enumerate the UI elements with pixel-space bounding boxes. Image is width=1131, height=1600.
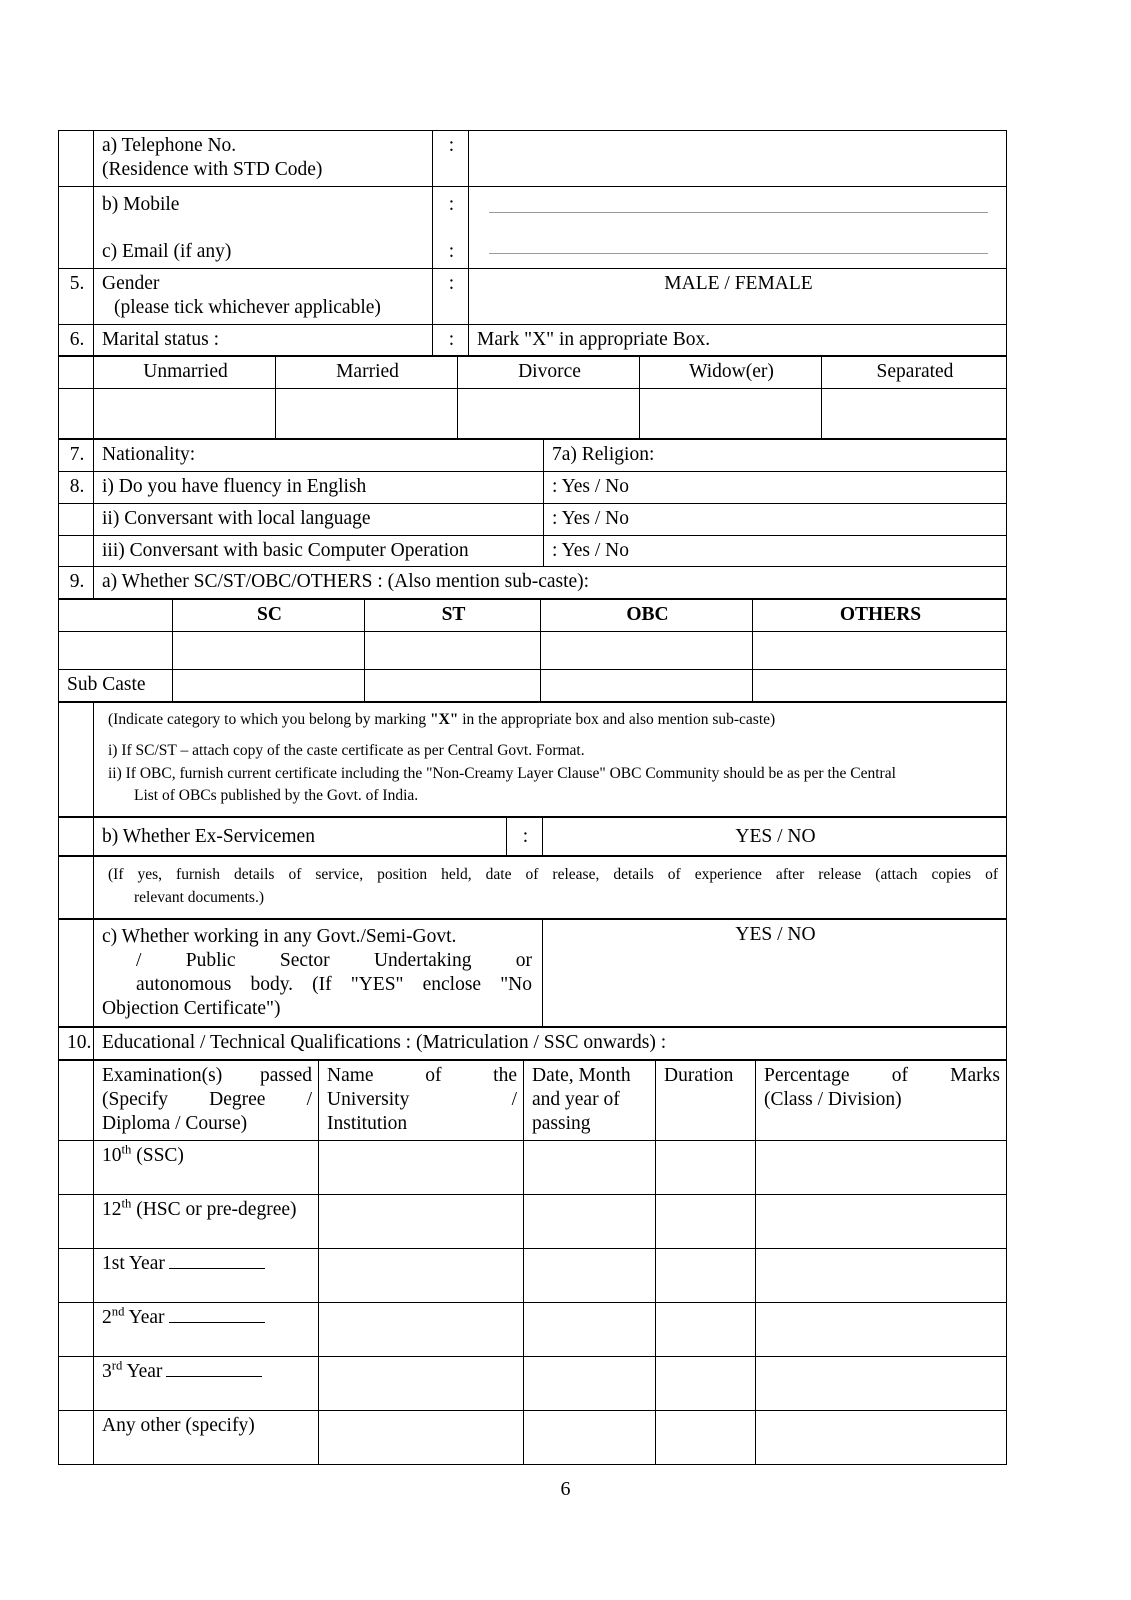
exam-name-prefix: 10: [102, 1144, 122, 1166]
nationality-field[interactable]: Nationality:: [94, 440, 544, 472]
education-university-cell[interactable]: [319, 1248, 524, 1302]
mobile-email-colon-cell: [433, 186, 469, 269]
category-heading: a) Whether SC/ST/OBC/OTHERS : (Also mention sub-caste):: [94, 567, 1007, 599]
telephone-label-line1: a) Telephone No.: [102, 135, 237, 156]
education-header-examination: [94, 1061, 319, 1140]
marital-options-header-row: [59, 357, 1007, 389]
ex-servicemen-value[interactable]: YES / NO: [543, 817, 1007, 856]
sub-caste-row: [59, 669, 1007, 701]
category-mark-others[interactable]: [753, 631, 1007, 669]
exam-name-sup: rd: [111, 1358, 123, 1373]
telephone-label-cell: [94, 131, 433, 187]
exam-name-sup: th: [121, 1196, 132, 1211]
education-header-row: [59, 1061, 1007, 1140]
education-exam-cell[interactable]: [94, 1248, 319, 1302]
exam-name-suffix: (SSC): [131, 1144, 184, 1166]
education-percentage-cell[interactable]: [756, 1410, 1007, 1464]
telephone-label-line2: (Residence with STD Code): [102, 158, 323, 180]
marital-answer-unmarried[interactable]: [94, 389, 276, 439]
exam-blank-line[interactable]: [169, 1254, 265, 1269]
ex-servicemen-number-blank: [59, 817, 94, 856]
education-date-cell[interactable]: [524, 1356, 656, 1410]
education-duration-cell[interactable]: [656, 1356, 756, 1410]
category-mark-row: [59, 631, 1007, 669]
mobile-label: b) Mobile: [102, 193, 180, 215]
mobile-email-value-cell: [469, 186, 1007, 269]
education-percentage-cell[interactable]: [756, 1140, 1007, 1194]
education-row-number-blank: [59, 1140, 94, 1194]
language-row-english: [59, 472, 1007, 504]
email-label: c) Email (if any): [102, 241, 232, 263]
category-mark-obc[interactable]: [541, 631, 753, 669]
row-number-blank: [59, 535, 94, 567]
note-intro-mark: "X": [429, 710, 459, 728]
category-header-st: ST: [365, 600, 541, 632]
ex-servicemen-colon: :: [507, 817, 543, 856]
education-exam-cell[interactable]: [94, 1140, 319, 1194]
category-notes-table: [58, 702, 1007, 817]
page-number: 6: [560, 1478, 571, 1500]
gender-row: [59, 269, 1007, 325]
email-write-line[interactable]: [489, 253, 988, 254]
category-note-row: [59, 702, 1007, 816]
sub-caste-value-obc[interactable]: [541, 669, 753, 701]
education-row-number-blank: [59, 1410, 94, 1464]
telephone-value-field[interactable]: [469, 131, 1007, 187]
marital-option-unmarried: Unmarried: [94, 357, 276, 389]
education-date-cell[interactable]: [524, 1248, 656, 1302]
category-header-blank: [59, 600, 173, 632]
nationality-row-number: 7.: [59, 440, 94, 472]
sub-caste-value-sc[interactable]: [173, 669, 365, 701]
education-header-date: [524, 1061, 656, 1140]
marital-options-number-blank: [59, 357, 94, 389]
gender-label-line1: Gender: [102, 273, 160, 295]
category-note-intro: [108, 709, 998, 731]
mobile-colon: :: [448, 193, 455, 215]
ex-servicemen-note-table: [58, 856, 1007, 919]
marital-instruction: Mark "X" in appropriate Box.: [469, 324, 1007, 356]
education-duration-cell[interactable]: [656, 1248, 756, 1302]
exam-name-suffix: Year: [124, 1306, 165, 1328]
education-row-year1: [59, 1248, 1007, 1302]
application-form-page: [58, 130, 1006, 1465]
language-value-english[interactable]: : Yes / No: [544, 472, 1007, 504]
education-row-number-blank: [59, 1302, 94, 1356]
exam-name-prefix: 12: [102, 1198, 122, 1220]
sub-caste-value-st[interactable]: [365, 669, 541, 701]
telephone-colon: :: [433, 131, 469, 187]
education-header-duration: Duration: [656, 1061, 756, 1140]
row-number-blank: [59, 503, 94, 535]
govt-service-number-blank: [59, 920, 94, 1027]
category-header-obc: OBC: [541, 600, 753, 632]
university-header-line2: University /: [327, 1089, 517, 1110]
nationality-language-table: [58, 439, 1007, 599]
category-mark-blank: [59, 631, 173, 669]
education-heading-row: [59, 1028, 1007, 1060]
marital-answer-separated[interactable]: [822, 389, 1007, 439]
govt-service-line1: c) Whether working in any Govt./Semi-Govt.: [102, 926, 457, 948]
education-university-cell[interactable]: [319, 1140, 524, 1194]
gender-label-cell: [94, 269, 433, 325]
marital-status-row: [59, 324, 1007, 356]
percentage-header-line1: Percentage of Marks: [764, 1065, 1000, 1087]
language-label-computer: iii) Conversant with basic Computer Operation: [94, 535, 544, 567]
category-table: [58, 599, 1007, 702]
languages-row-number: 8.: [59, 472, 94, 504]
education-row-number-blank: [59, 1248, 94, 1302]
date-header-line2: and year of: [532, 1089, 620, 1110]
govt-service-table: [58, 919, 1007, 1027]
exam-blank-line[interactable]: [169, 1308, 265, 1323]
note-number-blank: [59, 857, 94, 919]
education-university-cell[interactable]: [319, 1356, 524, 1410]
category-note-cell: [94, 702, 1007, 816]
marital-colon: :: [433, 324, 469, 356]
education-date-cell[interactable]: [524, 1140, 656, 1194]
govt-service-label-cell: [94, 920, 543, 1027]
education-percentage-cell[interactable]: [756, 1356, 1007, 1410]
education-date-cell[interactable]: [524, 1194, 656, 1248]
exam-name-prefix: 3: [102, 1360, 112, 1382]
education-date-cell[interactable]: [524, 1302, 656, 1356]
exam-blank-line[interactable]: [166, 1362, 262, 1377]
category-header-others: OTHERS: [753, 600, 1007, 632]
email-colon: :: [448, 241, 455, 263]
university-header-line3: Institution: [327, 1112, 408, 1134]
category-mark-sc[interactable]: [173, 631, 365, 669]
education-duration-cell[interactable]: [656, 1140, 756, 1194]
education-row-ssc: [59, 1140, 1007, 1194]
marital-answer-divorce[interactable]: [458, 389, 640, 439]
education-header-percentage: [756, 1061, 1007, 1140]
govt-service-line4: Objection Certificate"): [102, 997, 281, 1019]
education-header-university: [319, 1061, 524, 1140]
marital-option-divorce: Divorce: [458, 357, 640, 389]
education-university-cell[interactable]: [319, 1302, 524, 1356]
marital-option-widower: Widow(er): [640, 357, 822, 389]
nationality-row: [59, 440, 1007, 472]
marital-answer-row: [59, 389, 1007, 439]
personal-details-table: [58, 130, 1007, 356]
category-mark-st[interactable]: [365, 631, 541, 669]
marital-row-number: 6.: [59, 324, 94, 356]
sub-caste-value-others[interactable]: [753, 669, 1007, 701]
education-exam-cell[interactable]: [94, 1410, 319, 1464]
gender-row-number: 5.: [59, 269, 94, 325]
ex-servicemen-row: [59, 817, 1007, 856]
language-label-local: ii) Conversant with local language: [94, 503, 544, 535]
education-duration-cell[interactable]: [656, 1194, 756, 1248]
gender-options[interactable]: MALE / FEMALE: [469, 269, 1007, 325]
gender-label-line2: (please tick whichever applicable): [114, 296, 381, 318]
marital-answer-number-blank: [59, 389, 94, 439]
category-note-ii-continued: List of OBCs published by the Govt. of India.: [134, 787, 419, 805]
education-percentage-cell[interactable]: [756, 1248, 1007, 1302]
education-row-year2: [59, 1302, 1007, 1356]
education-row-number-blank: [59, 1194, 94, 1248]
exam-name-suffix: Year: [124, 1252, 165, 1274]
education-percentage-cell[interactable]: [756, 1302, 1007, 1356]
language-row-computer: [59, 535, 1007, 567]
marital-label: Marital status :: [94, 324, 433, 356]
education-row-year3: [59, 1356, 1007, 1410]
note-spacer: [108, 731, 998, 740]
ex-servicemen-note-row: [59, 857, 1007, 919]
marital-answer-married[interactable]: [276, 389, 458, 439]
education-date-cell[interactable]: [524, 1410, 656, 1464]
category-note-i: i) If SC/ST – attach copy of the caste certificate as per Central Govt. Format.: [108, 742, 585, 760]
mobile-row: [59, 186, 1007, 269]
education-exam-cell[interactable]: [94, 1302, 319, 1356]
note-intro-part-b: in the appropriate box and also mention sub-caste): [458, 710, 776, 728]
exam-name-sup: th: [121, 1142, 132, 1157]
exam-name-prefix: 1st: [102, 1252, 125, 1274]
education-header-blank: [59, 1061, 94, 1140]
row-number-blank: [59, 186, 94, 269]
exam-name-suffix: Year: [122, 1360, 163, 1382]
date-header-line1: Date, Month: [532, 1065, 631, 1087]
category-header-sc: SC: [173, 600, 365, 632]
marital-options-table: [58, 356, 1007, 439]
mobile-email-label-cell: [94, 186, 433, 269]
category-header-row: [59, 600, 1007, 632]
education-row-any-other: [59, 1410, 1007, 1464]
language-row-local: [59, 503, 1007, 535]
education-duration-cell[interactable]: [656, 1410, 756, 1464]
exam-name-sup: nd: [111, 1304, 125, 1319]
ex-servicemen-note-cell: [94, 857, 1007, 919]
education-row-number-blank: [59, 1356, 94, 1410]
mobile-write-line[interactable]: [489, 212, 988, 213]
education-university-cell[interactable]: [319, 1194, 524, 1248]
language-value-local[interactable]: : Yes / No: [544, 503, 1007, 535]
govt-service-line2: / Public Sector Undertaking or: [136, 950, 532, 972]
language-label-english: i) Do you have fluency in English: [94, 472, 544, 504]
university-header-line1: Name of the: [327, 1065, 517, 1087]
category-note-ii: ii) If OBC, furnish current certificate including the "Non-Creamy Layer Clause" OBC Community should be as per the Central: [108, 764, 896, 782]
marital-answer-widower[interactable]: [640, 389, 822, 439]
exam-header-line3: Diploma / Course): [102, 1112, 248, 1134]
exam-header-line2: (Specify Degree /: [102, 1089, 312, 1110]
note-number-blank: [59, 702, 94, 816]
education-table: [58, 1060, 1007, 1464]
govt-service-value[interactable]: YES / NO: [543, 920, 1007, 1027]
ex-servicemen-label: b) Whether Ex-Servicemen: [94, 817, 507, 856]
education-exam-cell[interactable]: [94, 1194, 319, 1248]
education-row-number: 10.: [59, 1028, 94, 1060]
exam-header-line1: Examination(s) passed: [102, 1065, 312, 1087]
education-exam-cell[interactable]: [94, 1356, 319, 1410]
marital-option-married: Married: [276, 357, 458, 389]
govt-service-line3: autonomous body. (If "YES" enclose "No: [136, 973, 532, 995]
telephone-row: [59, 131, 1007, 187]
date-header-line3: passing: [532, 1112, 591, 1134]
gender-colon: :: [433, 269, 469, 325]
note-intro-part-a: (Indicate category to which you belong by marking: [108, 710, 430, 728]
education-row-hsc: [59, 1194, 1007, 1248]
religion-field[interactable]: 7a) Religion:: [544, 440, 1007, 472]
education-heading-table: [58, 1027, 1007, 1060]
category-heading-row: [59, 567, 1007, 599]
sub-caste-label: Sub Caste: [59, 669, 173, 701]
exam-name-prefix: Any other (specify): [102, 1414, 255, 1436]
exam-name-suffix: (HSC or pre-degree): [131, 1198, 297, 1220]
education-university-cell[interactable]: [319, 1410, 524, 1464]
ex-servicemen-note-line2: relevant documents.): [134, 888, 264, 906]
exam-name-prefix: 2: [102, 1306, 112, 1328]
ex-servicemen-table: [58, 817, 1007, 857]
education-heading: Educational / Technical Qualifications : (Matriculation / SSC onwards) :: [94, 1028, 1007, 1060]
language-value-computer[interactable]: : Yes / No: [544, 535, 1007, 567]
education-duration-cell[interactable]: [656, 1302, 756, 1356]
ex-servicemen-note-line1: (If yes, furnish details of service, position held, date of release, details of experience after release (attach copies of: [108, 866, 998, 884]
row-number-blank: [59, 131, 94, 187]
education-percentage-cell[interactable]: [756, 1194, 1007, 1248]
govt-service-row: [59, 920, 1007, 1027]
category-row-number: 9.: [59, 567, 94, 599]
percentage-header-line2: (Class / Division): [764, 1089, 902, 1110]
marital-option-separated: Separated: [822, 357, 1007, 389]
